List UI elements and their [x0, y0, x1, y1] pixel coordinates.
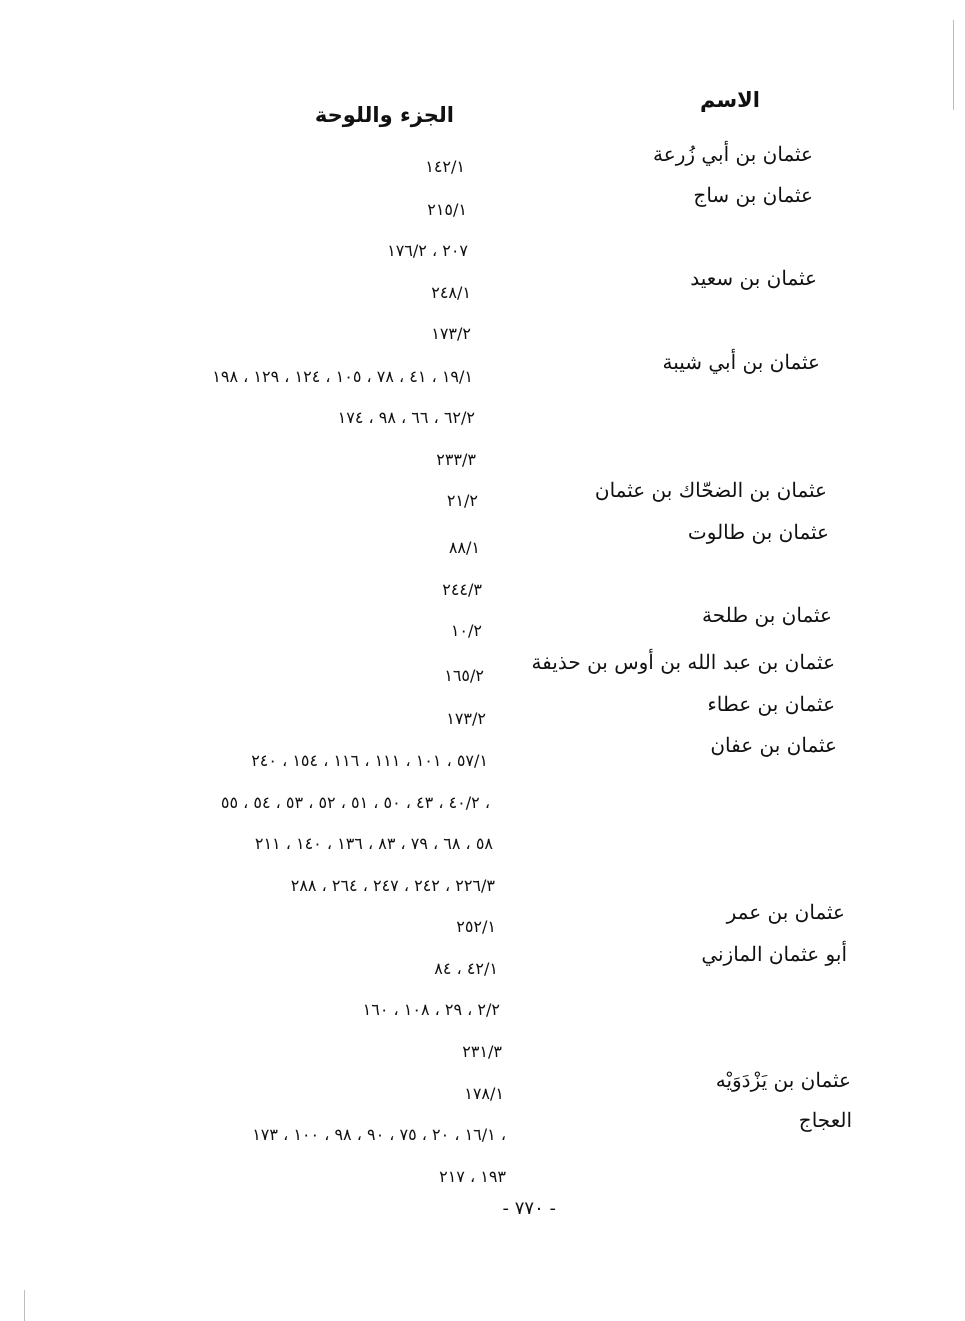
volume-page-reference: ٦٢/٢ ، ٦٦ ، ٩٨ ، ١٧٤ [337, 408, 475, 427]
volume-page-reference: ٥٧/١ ، ١٠١ ، ١١١ ، ١١٦ ، ١٥٤ ، ٢٤٠ [251, 751, 488, 770]
entry-name: عثمان بن سعيد [690, 266, 817, 290]
volume-page-reference: ١٧٨/١ [464, 1084, 504, 1103]
volume-page-reference: ١٠/٢ [450, 621, 482, 640]
entry-name: عثمان بن الضحّاك بن عثمان [594, 478, 827, 502]
left-margin-line [24, 1290, 25, 1321]
volume-page-reference: ٨٨/١ [448, 538, 480, 557]
entry-name: عثمان بن عبد الله بن أوس بن حذيفة [531, 650, 835, 674]
entry-name: عثمان بن طلحة [702, 603, 832, 627]
volume-page-reference: ٢٣١/٣ [462, 1042, 502, 1061]
entry-name: عثمان بن أبي زُرعة [653, 142, 813, 166]
volume-page-reference: ٢٥٢/١ [456, 917, 496, 936]
entry-name: عثمان بن عفان [710, 733, 837, 757]
volume-page-reference: ٢٤٨/١ [431, 283, 471, 302]
volume-page-reference: ٢١٥/١ [427, 200, 467, 219]
right-margin-line [953, 20, 954, 110]
volume-page-reference: ٢٤٤/٣ [442, 580, 482, 599]
entry-name: عثمان بن طالوت [687, 520, 829, 544]
volume-page-reference: ١٩/١ ، ٤١ ، ٧٨ ، ١٠٥ ، ١٢٤ ، ١٢٩ ، ١٩٨ [212, 367, 473, 386]
volume-page-reference: ٢٣٣/٣ [436, 450, 476, 469]
entry-name: عثمان بن عطاء [707, 692, 835, 716]
volume-page-reference: ٤٢/١ ، ٨٤ [434, 959, 498, 978]
reference-column-header: الجزء واللوحة [314, 103, 454, 127]
volume-page-reference: ٥٨ ، ٦٨ ، ٧٩ ، ٨٣ ، ١٣٦ ، ١٤٠ ، ٢١١ [254, 834, 493, 853]
volume-page-reference: ٢/٢ ، ٢٩ ، ١٠٨ ، ١٦٠ [362, 1000, 500, 1019]
volume-page-reference: ١٩٣ ، ٢١٧ [439, 1167, 506, 1186]
entry-name: عثمان بن ساج [693, 183, 813, 207]
volume-page-reference: ٢٢٦/٣ ، ٢٤٢ ، ٢٤٧ ، ٢٦٤ ، ٢٨٨ [290, 876, 495, 895]
volume-page-reference: ٢٠٧ ، ١٧٦/٢ [387, 241, 468, 260]
volume-page-reference: ١٦٥/٢ [444, 666, 484, 685]
entry-name: العجاج [798, 1108, 852, 1132]
volume-page-reference: ١٦/١ ، ٢٠ ، ٧٥ ، ٩٠ ، ٩٨ ، ١٠٠ ، ١٧٣ ، [252, 1125, 506, 1144]
volume-page-reference: ١٤٢/١ [425, 157, 465, 176]
entry-name: عثمان بن أبي شيبة [662, 350, 820, 374]
volume-page-reference: ٤٠/٢ ، ٤٣ ، ٥٠ ، ٥١ ، ٥٢ ، ٥٣ ، ٥٤ ، ٥٥ ، [220, 793, 490, 812]
page-number: - ٧٧٠ - [502, 1198, 556, 1219]
entry-name: عثمان بن عمر [726, 900, 845, 924]
volume-page-reference: ٢١/٢ [446, 491, 478, 510]
volume-page-reference: ١٧٣/٢ [431, 324, 471, 343]
name-column-header: الاسم [700, 88, 760, 112]
volume-page-reference: ١٧٣/٢ [446, 709, 486, 728]
entry-name: عثمان بن يَزْدَوَيْه [715, 1068, 851, 1092]
entry-name: أبو عثمان المازني [701, 942, 847, 966]
